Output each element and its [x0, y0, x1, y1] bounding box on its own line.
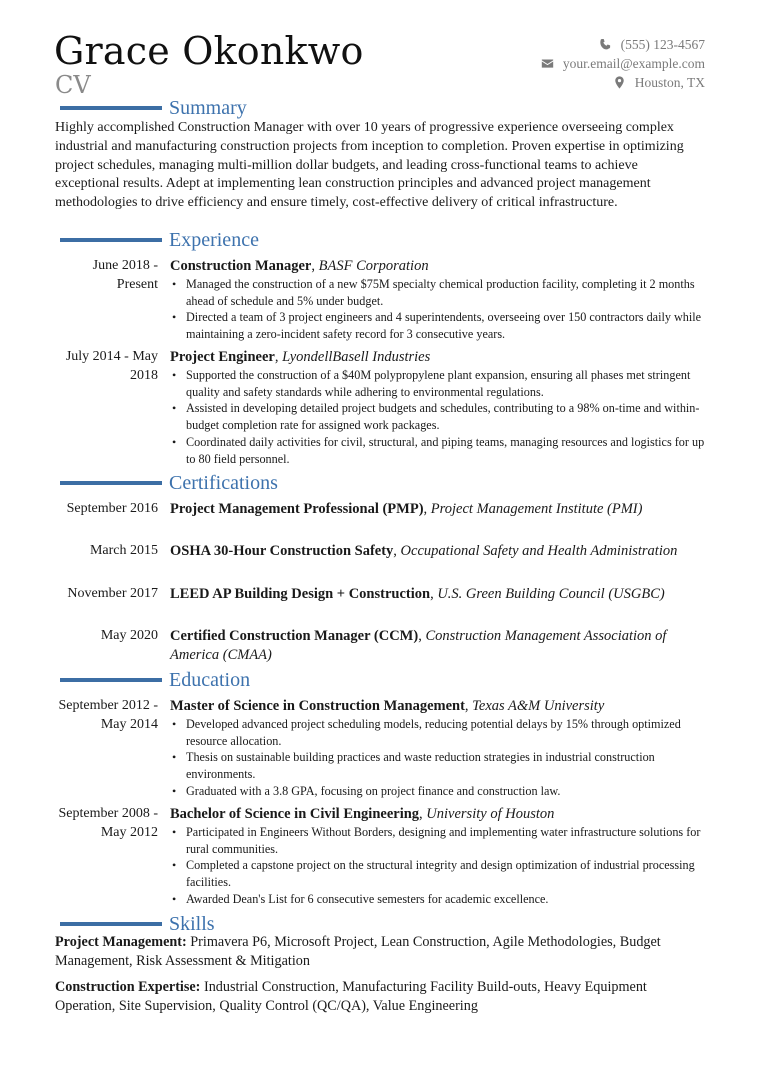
map-pin-icon — [613, 76, 627, 90]
cert-name: OSHA 30-Hour Construction Safety — [170, 543, 394, 559]
resume-name: Grace Okonkwo — [54, 29, 364, 73]
cert-name: Certified Construction Manager (CCM) — [170, 628, 419, 644]
skill-value: Industrial Construction, Manufacturing Facility Build-outs, Heavy Equipment Operation, Site Supervision, Quality Control (QC/QA), Value Engineering — [55, 979, 647, 1014]
skill-row — [55, 933, 705, 971]
contact-email — [541, 54, 705, 73]
entry-body: Project Engineer, LyondellBasell Industries • Supported the construction of a $40M polypropylene plant expansion, ensuring all phases met stringent quality and safety standards while adhering to environmental regulations. • Assisted in developing detailed project budgets and schedules, contributing to a 98% on-time and within-budget completion rate for assigned work packages. • Coordinated daily activities for civil, structural, and piping teams, managing resources and logistics for up to 80 field personnel. — [170, 348, 705, 468]
phone-icon — [599, 38, 613, 52]
section-rule — [60, 678, 162, 682]
section-rule — [60, 922, 162, 926]
contact-block — [541, 35, 705, 92]
cert-name: Project Management Professional (PMP) — [170, 501, 424, 517]
section-rule — [60, 106, 162, 110]
contact-phone — [541, 35, 705, 54]
skill-label: Project Management: — [55, 934, 187, 950]
entry-school: University of Houston — [426, 806, 555, 822]
section-rule — [60, 481, 162, 485]
summary-text: Highly accomplished Construction Manager with over 10 years of progressive experience overseeing complex industrial and manufacturing construction projects from inception to completion. Proven expertise in optimizing project schedules, managing multi-million dollar budgets, and leading cross-functional teams to achieve exceptional results. Adept at implementing lean construction principles and advanced project management methodologies to drive efficiency and ensure timely, cost-effective delivery of critical infrastructure. — [55, 120, 684, 211]
cert-name: LEED AP Building Design + Construction — [170, 586, 431, 602]
entry-school: Texas A&M University — [472, 698, 605, 714]
section-title: Summary — [169, 97, 247, 119]
list-item: • Awarded Dean's List for 6 consecutive semesters for academic excellence. — [170, 891, 705, 908]
entry-org: LyondellBasell Industries — [282, 349, 431, 365]
contact-location — [541, 73, 705, 92]
skill-label: Construction Expertise: — [55, 979, 201, 995]
entry-degree: Master of Science in Construction Management — [170, 698, 465, 714]
list-item: • Supported the construction of a $40M polypropylene plant expansion, ensuring all phases met stringent quality and safety standards while adhering to environmental regulations. — [170, 367, 705, 401]
cert-org: Construction Management Association of America (CMAA) — [170, 628, 667, 663]
entry-date: March 2015 — [89, 543, 158, 558]
entry-date: June 2018 - Present — [92, 258, 158, 292]
entry-org: BASF Corporation — [318, 258, 429, 274]
entry-date: September 2012 - May 2014 — [58, 698, 158, 732]
entry-body: Construction Manager, BASF Corporation • Managed the construction of a new $75M specialty chemical production facility, completing it 2 months ahead of schedule and 5% under budget. • Directed a team of 3 project engineers and 4 superintendents, overseeing over 150 contractors daily while maintaining a zero-incident safety record for 3 consecutive years. — [170, 257, 705, 343]
section-title: Certifications — [169, 472, 278, 494]
envelope-icon — [541, 57, 555, 71]
list-item: • Thesis on sustainable building practices and waste reduction strategies in industrial construction environments. — [170, 749, 705, 783]
entry-body: Bachelor of Science in Civil Engineering, University of Houston • Participated in Engineers Without Borders, designing and implementing water infrastructure solutions for rural communities. • Completed a capstone project on the structural integrity and design optimization of industrial processing facilities. • Awarded Dean's List for 6 consecutive semesters for academic excellence. — [170, 805, 705, 908]
section-title: Education — [169, 669, 251, 691]
list-item: • Directed a team of 3 project engineers and 4 superintendents, overseeing over 150 contractors daily while maintaining a zero-incident safety record for 3 consecutive years. — [170, 309, 705, 343]
email-text[interactable]: your.email@example.com — [562, 56, 705, 71]
entry-degree: Bachelor of Science in Civil Engineering — [170, 806, 420, 822]
entry-body: Master of Science in Construction Management, Texas A&M University • Developed advanced project scheduling models, reducing potential delays by 15% through optimized resource allocation. • Thesis on sustainable building practices and waste reduction strategies in industrial construction environments. • Graduated with a 3.8 GPA, focusing on project finance and construction law. — [170, 697, 705, 800]
list-item: • Managed the construction of a new $75M specialty chemical production facility, completing it 2 months ahead of schedule and 5% under budget. — [170, 276, 705, 310]
cert-org: Occupational Safety and Health Administration — [400, 543, 678, 559]
section-rule — [60, 238, 162, 242]
section-title: Skills — [169, 913, 215, 935]
list-item: • Graduated with a 3.8 GPA, focusing on project finance and construction law. — [170, 783, 705, 800]
entry-role: Construction Manager — [170, 258, 312, 274]
list-item: • Completed a capstone project on the structural integrity and design optimization of industrial processing facilities. — [170, 857, 705, 891]
entry-date: September 2016 — [66, 501, 158, 516]
cert-org: U.S. Green Building Council (USGBC) — [437, 586, 665, 602]
list-item: • Participated in Engineers Without Borders, designing and implementing water infrastructure solutions for rural communities. — [170, 824, 705, 858]
list-item: • Assisted in developing detailed project budgets and schedules, contributing to a 98% on-time and within-budget completion rate for assigned work packages. — [170, 400, 705, 434]
list-item: • Developed advanced project scheduling models, reducing potential delays by 15% through optimized resource allocation. — [170, 716, 705, 750]
entry-date: November 2017 — [67, 586, 158, 601]
list-item: • Coordinated daily activities for civil, structural, and piping teams, managing resources and logistics for up to 80 field personnel. — [170, 434, 705, 468]
cert-org: Project Management Institute (PMI) — [430, 501, 643, 517]
skill-row — [55, 978, 705, 1016]
entry-role: Project Engineer — [170, 349, 275, 365]
entry-date: May 2020 — [100, 628, 158, 643]
entry-date: September 2008 - May 2012 — [58, 806, 158, 840]
section-title: Experience — [169, 229, 259, 251]
resume-subtitle: CV — [55, 71, 91, 99]
phone-text: (555) 123-4567 — [620, 37, 705, 52]
skill-value: Primavera P6, Microsoft Project, Lean Construction, Agile Methodologies, Budget Management, Risk Assessment & Mitigation — [55, 934, 661, 969]
entry-date: July 2014 - May 2018 — [65, 349, 158, 383]
location-text: Houston, TX — [634, 75, 705, 90]
